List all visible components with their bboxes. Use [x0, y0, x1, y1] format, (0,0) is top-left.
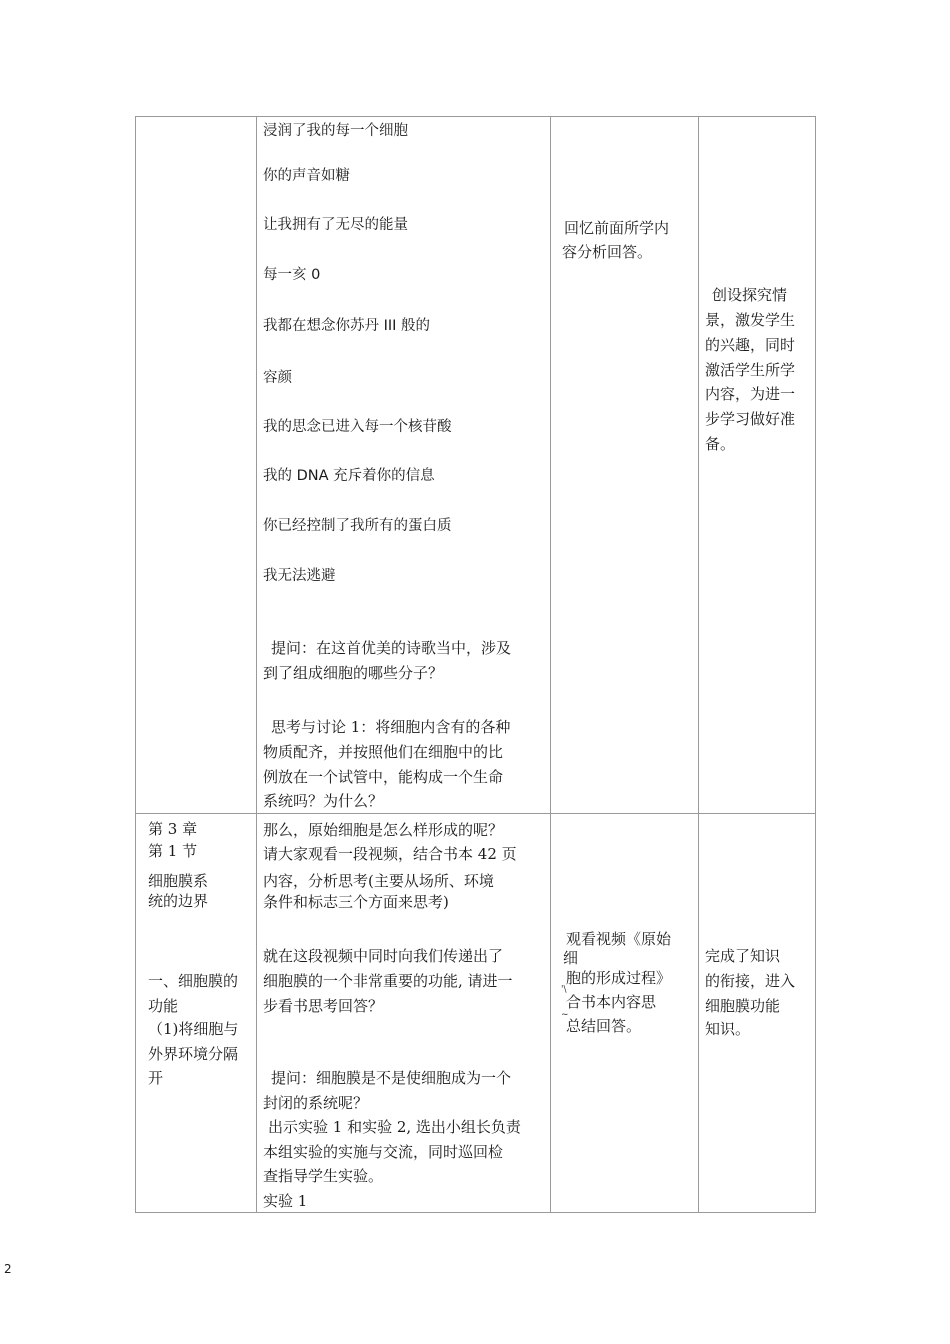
- table-col-divider-3: [698, 116, 699, 1213]
- poem-line: 你已经控制了我所有的蛋白质: [263, 518, 452, 534]
- teacher-activity-line: 请大家观看一段视频，结合书本 42 页: [263, 845, 517, 863]
- topic-line: 一、细胞膜的: [148, 972, 239, 990]
- row2-student-activity: 胞的形成过程》: [566, 969, 672, 987]
- row2-student-activity: 观看视频《原始: [566, 930, 672, 948]
- topic-line: （1)将细胞与: [148, 1020, 239, 1038]
- section-title: 统的边界: [148, 892, 209, 910]
- row1-student-activity: 回忆前面所学内: [564, 219, 670, 237]
- topic-line: 外界环境分隔: [148, 1045, 239, 1063]
- row1-design-intent: 备。: [705, 435, 736, 453]
- poem-line: 我都在想念你苏丹 III 般的: [263, 318, 431, 334]
- topic-line: 开: [148, 1069, 164, 1087]
- row1-design-intent: 的兴趣，同时: [705, 336, 796, 354]
- poem-line: 你的声音如糖: [263, 168, 350, 184]
- chapter-label: 第 3 章: [148, 820, 198, 838]
- poem-line: 我的 DNA 充斥着你的信息: [263, 468, 435, 484]
- discussion-1-line: 思考与讨论 1：将细胞内含有的各种: [271, 718, 511, 736]
- teacher-activity-line: 查指导学生实验。: [263, 1167, 384, 1185]
- row2-design-intent: 完成了知识: [705, 947, 781, 965]
- section-label: 第 1 节: [148, 842, 198, 860]
- section-title: 细胞膜系: [148, 872, 209, 890]
- discussion-1-line: 例放在一个试管中，能构成一个生命: [263, 768, 504, 786]
- topic-line: 功能: [148, 997, 179, 1015]
- row2-design-intent: 知识。: [705, 1020, 751, 1038]
- row2-student-activity: 细: [563, 949, 579, 967]
- discussion-1-line: 系统吗？为什么？: [263, 792, 384, 810]
- discussion-1-line: 物质配齐，并按照他们在细胞中的比: [263, 743, 504, 761]
- teacher-activity-line: 细胞膜的一个非常重要的功能, 请进一: [263, 972, 513, 990]
- teacher-activity-line: 那么，原始细胞是怎么样形成的呢？: [263, 821, 504, 839]
- teacher-activity-line: 实验 1: [263, 1192, 308, 1210]
- table-bottom-border: [135, 1212, 816, 1213]
- teacher-activity-line: 封闭的系统呢？: [263, 1094, 369, 1112]
- table-col-divider-1: [256, 116, 257, 1213]
- poem-line: 让我拥有了无尽的能量: [263, 217, 408, 233]
- row2-student-activity: 合书本内容思: [566, 993, 657, 1011]
- row1-design-intent: 步学习做好准: [705, 410, 796, 428]
- poem-line: 我的思念已进入每一个核苷酸: [263, 419, 452, 435]
- teacher-activity-line: 提问：细胞膜是不是使细胞成为一个: [271, 1069, 512, 1087]
- teacher-activity-line: 步看书思考回答？: [263, 997, 384, 1015]
- row1-design-intent: 激活学生所学: [705, 361, 796, 379]
- teacher-activity-line: 出示实验 1 和实验 2, 选出小组长负责: [268, 1118, 521, 1136]
- row1-design-intent: 创设探究情: [712, 286, 788, 304]
- table-left-border: [135, 116, 136, 1213]
- row1-design-intent: 内容，为进一: [705, 385, 796, 403]
- question-1-line: 提问：在这首优美的诗歌当中，涉及: [271, 639, 512, 657]
- stray-mark: ~: [561, 1010, 569, 1020]
- table-right-border: [815, 116, 816, 1213]
- poem-line: 我无法逃避: [263, 568, 336, 584]
- poem-line: 每一亥 0: [263, 267, 321, 283]
- teacher-activity-line: 条件和标志三个方面来思考): [263, 893, 449, 911]
- stray-mark: '\: [561, 985, 567, 995]
- table-top-border: [135, 116, 816, 117]
- table-col-divider-2: [550, 116, 551, 1213]
- teacher-activity-line: 就在这段视频中同时向我们传递出了: [263, 947, 504, 965]
- row2-student-activity: 总结回答。: [566, 1017, 642, 1035]
- teacher-activity-line: 内容，分析思考(主要从场所、环境: [263, 872, 494, 890]
- row1-student-activity: 容分析回答。: [562, 243, 653, 261]
- row2-design-intent: 的衔接，进入: [705, 972, 796, 990]
- row2-design-intent: 细胞膜功能: [705, 997, 781, 1015]
- poem-line: 容颜: [263, 370, 292, 386]
- page-number: 2: [4, 1262, 12, 1276]
- question-1-line: 到了组成细胞的哪些分子？: [263, 664, 444, 682]
- poem-line: 浸润了我的每一个细胞: [263, 123, 408, 139]
- row1-design-intent: 景，激发学生: [705, 311, 796, 329]
- table-row-divider: [135, 813, 816, 814]
- teacher-activity-line: 本组实验的实施与交流，同时巡回检: [263, 1143, 504, 1161]
